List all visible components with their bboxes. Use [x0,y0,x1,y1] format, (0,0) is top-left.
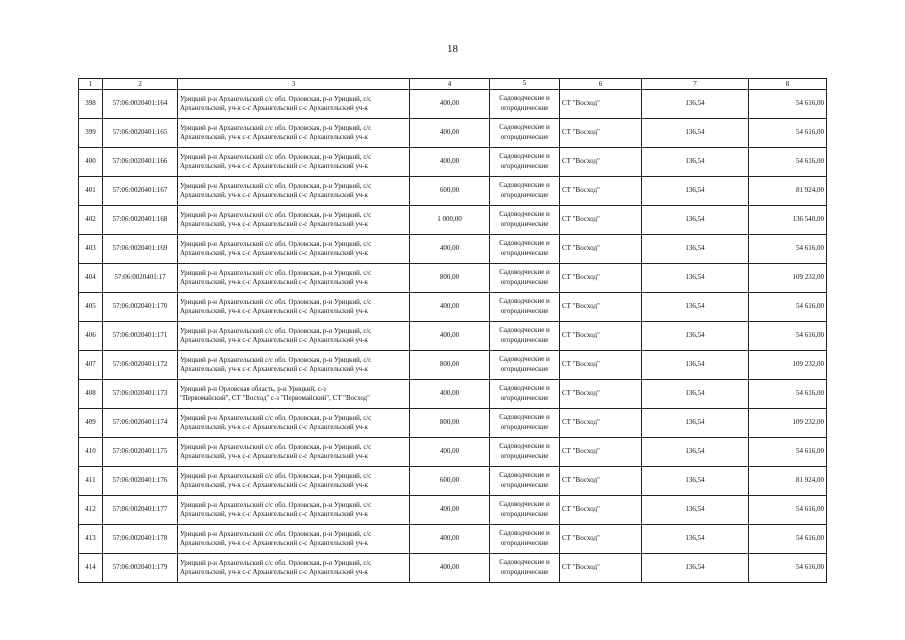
rate-cell: 136,54 [642,524,749,553]
cadastral-number: 57:06:0020401:178 [103,524,178,553]
table-row [79,176,827,205]
organization-cell: СТ "Восход" [560,495,642,524]
land-use-cell: Садоводческие и огороднические [490,263,560,292]
row-number: 402 [79,205,103,234]
table-row [79,495,827,524]
total-cell: 54 616,00 [749,379,827,408]
rate-cell: 136,54 [642,408,749,437]
area-cell: 800,00 [410,263,490,292]
land-use-cell: Садоводческие и огороднические [490,495,560,524]
table-row [79,350,827,379]
address-cell: Урицкий р-н Архангельский с/с обл. Орловская, р-н Урицкий, с/с Архангельский, уч-к с-с Архангельский с-с Архангельский уч-к [178,263,410,292]
land-use-cell: Садоводческие и огороднические [490,292,560,321]
row-number: 409 [79,408,103,437]
table-row [79,234,827,263]
total-cell: 136 540,00 [749,205,827,234]
rate-cell: 136,54 [642,205,749,234]
rate-cell: 136,54 [642,495,749,524]
land-use-cell: Садоводческие и огороднические [490,553,560,582]
column-header: 7 [642,79,749,90]
total-cell: 54 616,00 [749,118,827,147]
organization-cell: СТ "Восход" [560,118,642,147]
row-number: 399 [79,118,103,147]
table-row [79,321,827,350]
total-cell: 109 232,00 [749,350,827,379]
rate-cell: 136,54 [642,118,749,147]
land-use-cell: Садоводческие и огороднические [490,350,560,379]
land-use-cell: Садоводческие и огороднические [490,118,560,147]
row-number: 413 [79,524,103,553]
rate-cell: 136,54 [642,292,749,321]
row-number: 401 [79,176,103,205]
area-cell: 400,00 [410,437,490,466]
row-number: 405 [79,292,103,321]
cadastral-number: 57:06:0020401:170 [103,292,178,321]
table-row [79,205,827,234]
organization-cell: СТ "Восход" [560,379,642,408]
address-cell: Урицкий р-н Орловская область, р-н Урицкий, с-з "Первомайский", СТ "Восход" с-з "Первомайский", СТ "Восход" [178,379,410,408]
table-row [79,89,827,118]
column-header: 6 [560,79,642,90]
cadastral-number: 57:06:0020401:173 [103,379,178,408]
table-row [79,379,827,408]
address-cell: Урицкий р-н Архангельский с/с обл. Орловская, р-н Урицкий, с/с Архангельский, уч-к с-с Архангельский с-с Архангельский уч-к [178,553,410,582]
rate-cell: 136,54 [642,466,749,495]
address-cell: Урицкий р-н Архангельский с/с обл. Орловская, р-н Урицкий, с/с Архангельский, уч-к с-с Архангельский с-с Архангельский уч-к [178,321,410,350]
address-cell: Урицкий р-н Архангельский с/с обл. Орловская, р-н Урицкий, с/с Архангельский, уч-к с-с Архангельский с-с Архангельский уч-к [178,234,410,263]
rate-cell: 136,54 [642,234,749,263]
address-cell: Урицкий р-н Архангельский с/с обл. Орловская, р-н Урицкий, с/с Архангельский, уч-к с-с Архангельский с-с Архангельский уч-к [178,524,410,553]
total-cell: 54 616,00 [749,553,827,582]
row-number: 398 [79,89,103,118]
column-header: 4 [410,79,490,90]
row-number: 410 [79,437,103,466]
area-cell: 400,00 [410,321,490,350]
organization-cell: СТ "Восход" [560,408,642,437]
area-cell: 400,00 [410,118,490,147]
table-row [79,263,827,292]
cadastral-number: 57:06:0020401:174 [103,408,178,437]
column-header: 3 [178,79,410,90]
total-cell: 81 924,00 [749,176,827,205]
address-cell: Урицкий р-н Архангельский с/с обл. Орловская, р-н Урицкий, с/с Архангельский, уч-к с-с Архангельский с-с Архангельский уч-к [178,118,410,147]
column-header: 2 [103,79,178,90]
table-row [79,408,827,437]
cadastral-number: 57:06:0020401:176 [103,466,178,495]
table-body [79,89,827,582]
organization-cell: СТ "Восход" [560,263,642,292]
organization-cell: СТ "Восход" [560,350,642,379]
total-cell: 109 232,00 [749,408,827,437]
area-cell: 600,00 [410,466,490,495]
land-use-cell: Садоводческие и огороднические [490,205,560,234]
address-cell: Урицкий р-н Архангельский с/с обл. Орловская, р-н Урицкий, с/с Архангельский, уч-к с-с Архангельский с-с Архангельский уч-к [178,466,410,495]
address-cell: Урицкий р-н Архангельский с/с обл. Орловская, р-н Урицкий, с/с Архангельский, уч-к с-с Архангельский с-с Архангельский уч-к [178,205,410,234]
cadastral-number: 57:06:0020401:169 [103,234,178,263]
column-header: 5 [490,79,560,90]
organization-cell: СТ "Восход" [560,147,642,176]
total-cell: 54 616,00 [749,234,827,263]
address-cell: Урицкий р-н Архангельский с/с обл. Орловская, р-н Урицкий, с/с Архангельский, уч-к с-с Архангельский с-с Архангельский уч-к [178,89,410,118]
area-cell: 400,00 [410,553,490,582]
row-number: 412 [79,495,103,524]
land-use-cell: Садоводческие и огороднические [490,524,560,553]
table-row [79,292,827,321]
cadastral-number: 57:06:0020401:166 [103,147,178,176]
land-use-cell: Садоводческие и огороднические [490,89,560,118]
address-cell: Урицкий р-н Архангельский с/с обл. Орловская, р-н Урицкий, с/с Архангельский, уч-к с-с Архангельский с-с Архангельский уч-к [178,495,410,524]
table-row [79,118,827,147]
organization-cell: СТ "Восход" [560,176,642,205]
row-number: 408 [79,379,103,408]
area-cell: 800,00 [410,350,490,379]
rate-cell: 136,54 [642,437,749,466]
rate-cell: 136,54 [642,176,749,205]
total-cell: 54 616,00 [749,524,827,553]
area-cell: 400,00 [410,89,490,118]
land-use-cell: Садоводческие и огороднические [490,408,560,437]
cadastral-number: 57:06:0020401:168 [103,205,178,234]
organization-cell: СТ "Восход" [560,553,642,582]
column-header: 1 [79,79,103,90]
area-cell: 600,00 [410,176,490,205]
organization-cell: СТ "Восход" [560,205,642,234]
address-cell: Урицкий р-н Архангельский с/с обл. Орловская, р-н Урицкий, с/с Архангельский, уч-к с-с Архангельский с-с Архангельский уч-к [178,350,410,379]
rate-cell: 136,54 [642,147,749,176]
area-cell: 400,00 [410,495,490,524]
total-cell: 54 616,00 [749,321,827,350]
cadastral-number: 57:06:0020401:177 [103,495,178,524]
rate-cell: 136,54 [642,263,749,292]
address-cell: Урицкий р-н Архангельский с/с обл. Орловская, р-н Урицкий, с/с Архангельский, уч-к с-с Архангельский с-с Архангельский уч-к [178,147,410,176]
cadastral-number: 57:06:0020401:175 [103,437,178,466]
address-cell: Урицкий р-н Архангельский с/с обл. Орловская, р-н Урицкий, с/с Архангельский, уч-к с-с Архангельский с-с Архангельский уч-к [178,408,410,437]
cadastral-number: 57:06:0020401:164 [103,89,178,118]
address-cell: Урицкий р-н Архангельский с/с обл. Орловская, р-н Урицкий, с/с Архангельский, уч-к с-с Архангельский с-с Архангельский уч-к [178,437,410,466]
rate-cell: 136,54 [642,379,749,408]
land-plot-table [78,78,827,583]
rate-cell: 136,54 [642,89,749,118]
cadastral-number: 57:06:0020401:172 [103,350,178,379]
land-use-cell: Садоводческие и огороднические [490,147,560,176]
organization-cell: СТ "Восход" [560,321,642,350]
land-use-cell: Садоводческие и огороднические [490,379,560,408]
organization-cell: СТ "Восход" [560,234,642,263]
rate-cell: 136,54 [642,553,749,582]
organization-cell: СТ "Восход" [560,89,642,118]
cadastral-number: 57:06:0020401:167 [103,176,178,205]
total-cell: 54 616,00 [749,437,827,466]
page-number: 18 [447,43,458,55]
area-cell: 800,00 [410,408,490,437]
land-use-cell: Садоводческие и огороднические [490,234,560,263]
total-cell: 109 232,00 [749,263,827,292]
organization-cell: СТ "Восход" [560,524,642,553]
area-cell: 1 000,00 [410,205,490,234]
land-use-cell: Садоводческие и огороднические [490,321,560,350]
table-row [79,553,827,582]
land-use-cell: Садоводческие и огороднические [490,466,560,495]
table-row [79,437,827,466]
table-row [79,524,827,553]
area-cell: 400,00 [410,524,490,553]
total-cell: 81 924,00 [749,466,827,495]
area-cell: 400,00 [410,292,490,321]
rate-cell: 136,54 [642,350,749,379]
total-cell: 54 616,00 [749,147,827,176]
area-cell: 400,00 [410,147,490,176]
table-row [79,466,827,495]
land-use-cell: Садоводческие и огороднические [490,437,560,466]
cadastral-number: 57:06:0020401:165 [103,118,178,147]
organization-cell: СТ "Восход" [560,292,642,321]
area-cell: 400,00 [410,379,490,408]
header-row [79,79,827,90]
row-number: 404 [79,263,103,292]
row-number: 407 [79,350,103,379]
address-cell: Урицкий р-н Архангельский с/с обл. Орловская, р-н Урицкий, с/с Архангельский, уч-к с-с Архангельский с-с Архангельский уч-к [178,292,410,321]
row-number: 406 [79,321,103,350]
row-number: 411 [79,466,103,495]
organization-cell: СТ "Восход" [560,437,642,466]
area-cell: 400,00 [410,234,490,263]
address-cell: Урицкий р-н Архангельский с/с обл. Орловская, р-н Урицкий, с/с Архангельский, уч-к с-с Архангельский с-с Архангельский уч-к [178,176,410,205]
total-cell: 54 616,00 [749,495,827,524]
cadastral-number: 57:06:0020401:17 [103,263,178,292]
cadastral-number: 57:06:0020401:171 [103,321,178,350]
cadastral-number: 57:06:0020401:179 [103,553,178,582]
row-number: 403 [79,234,103,263]
rate-cell: 136,54 [642,321,749,350]
row-number: 414 [79,553,103,582]
total-cell: 54 616,00 [749,89,827,118]
row-number: 400 [79,147,103,176]
table-row [79,147,827,176]
organization-cell: СТ "Восход" [560,466,642,495]
column-header: 8 [749,79,827,90]
total-cell: 54 616,00 [749,292,827,321]
land-use-cell: Садоводческие и огороднические [490,176,560,205]
